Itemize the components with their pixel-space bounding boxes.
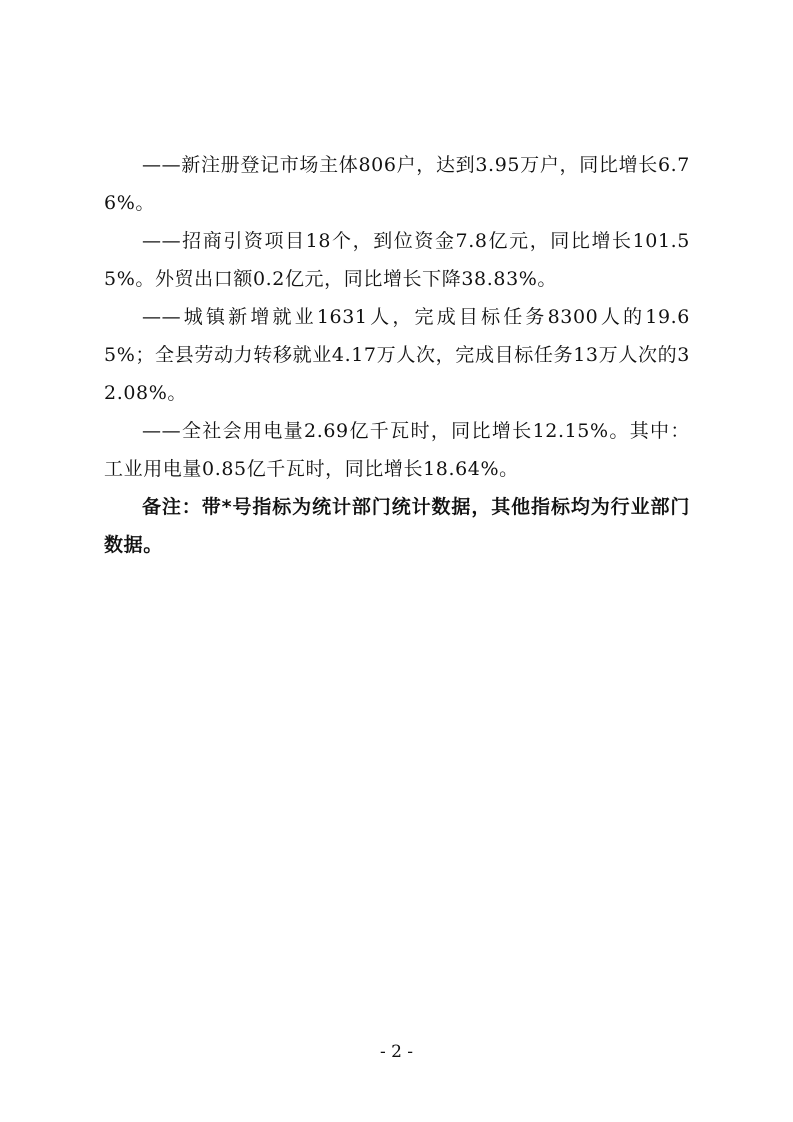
paragraph-market-entities: ——新注册登记市场主体806户，达到3.95万户，同比增长6.76%。 (104, 154, 690, 214)
body-text (104, 146, 690, 564)
page-number: - 2 - (379, 1042, 414, 1062)
remark-note: 备注：带*号指标为统计部门统计数据，其他指标均为行业部门数据。 (104, 496, 690, 556)
paragraph-employment: ——城镇新增就业1631人，完成目标任务8300人的19.65%；全县劳动力转移就业4.17万人次，完成目标任务13万人次的32.08%。 (104, 306, 690, 404)
paragraph-electricity: ——全社会用电量2.69亿千瓦时，同比增长12.15%。其中：工业用电量0.85亿千瓦时，同比增长18.64%。 (104, 420, 690, 480)
paragraph-investment-trade: ——招商引资项目18个，到位资金7.8亿元，同比增长101.55%。外贸出口额0.2亿元，同比增长下降38.83%。 (104, 230, 690, 290)
